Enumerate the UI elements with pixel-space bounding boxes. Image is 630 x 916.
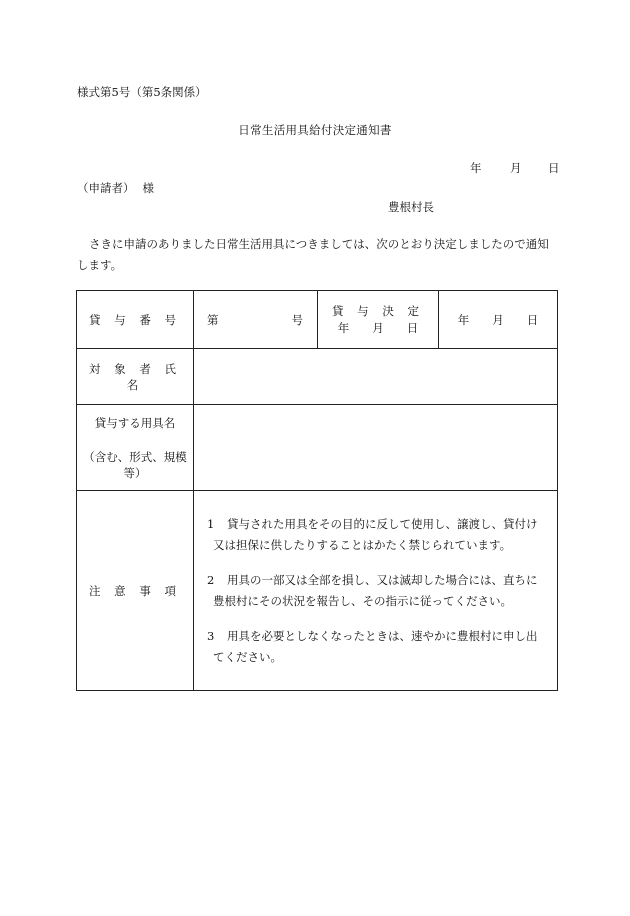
notes-label: 注 意 事 項	[77, 491, 194, 691]
decision-table	[76, 290, 558, 691]
applicant-honorific: 様	[142, 181, 154, 195]
form-number: 様式第5号（第5条関係）	[77, 85, 207, 99]
note-item: 1 貸与された用具をその目的に反して使用し、譲渡し、貸付け 又は担保に供したりすることはかたく禁じられています。	[207, 516, 538, 552]
decision-label-line1: 貸 与 決 定	[332, 303, 424, 318]
equipment-label-line1: 貸与する用具名	[94, 415, 176, 430]
applicant-label: （申請者）	[77, 181, 135, 195]
equipment-label-line2: （含む、形式、規模等）	[83, 449, 187, 480]
date-month: 月	[510, 161, 522, 175]
applicant-line	[77, 180, 154, 196]
subject-name-label: 対 象 者 氏 名	[77, 349, 194, 405]
date-line	[470, 160, 560, 176]
loan-number-prefix: 第	[207, 312, 219, 327]
table-row	[77, 491, 558, 691]
decision-date-label	[318, 291, 439, 349]
note-item: 3 用具を必要としなくなったときは、速やかに豊根村に申し出 てください。	[207, 628, 538, 664]
loan-number-suffix: 号	[291, 312, 303, 327]
date-day: 日	[548, 161, 560, 175]
table-row	[77, 291, 558, 349]
intro-paragraph: さきに申請のありました日常生活用具につきましては、次のとおり決定しましたので通知します。	[77, 237, 549, 272]
decision-label-line2: 年 月 日	[337, 320, 419, 335]
note-item: 2 用具の一部又は全部を損し、又は滅却した場合には、直ちに 豊根村にその状況を報告し、その指示に従ってください。	[207, 572, 538, 608]
equipment-label	[77, 405, 194, 491]
decision-date-value: 年 月 日	[439, 291, 558, 349]
notes-cell	[194, 491, 558, 691]
document-title: 日常生活用具給付決定通知書	[238, 123, 392, 137]
date-year: 年	[470, 161, 482, 175]
table-row	[77, 405, 558, 491]
issuer-name: 豊根村長	[388, 200, 434, 214]
loan-number-cell	[194, 291, 318, 349]
loan-number-label: 貸 与 番 号	[77, 291, 194, 349]
subject-name-value	[194, 349, 558, 405]
equipment-value	[194, 405, 558, 491]
table-row	[77, 349, 558, 405]
